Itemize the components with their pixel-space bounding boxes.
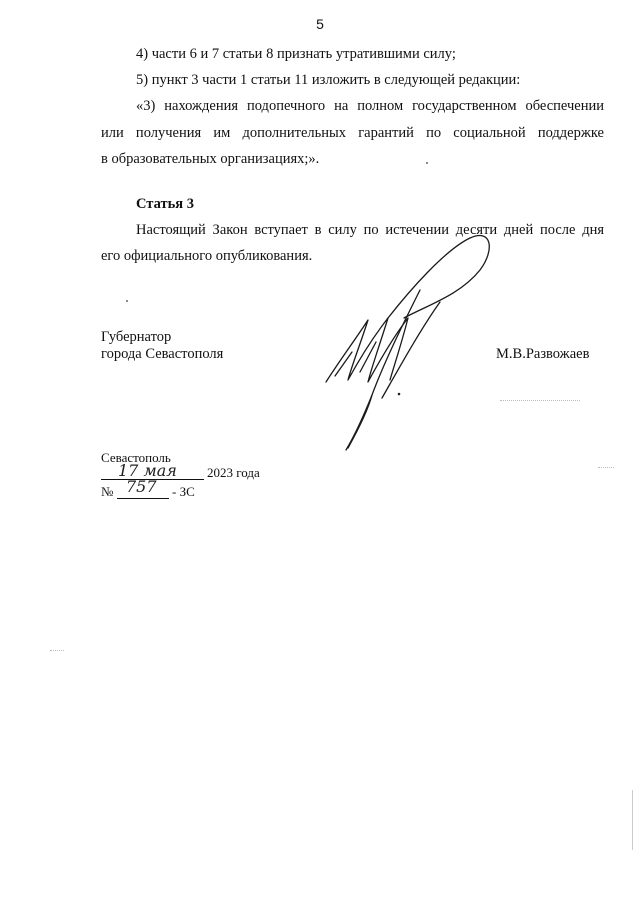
item-5: 5) пункт 3 части 1 статьи 11 изложить в следующей редакции: <box>136 72 521 88</box>
governor-name: М.В.Развожаев <box>496 346 590 362</box>
article-3-line-1: Настоящий Закон вступает в силу по истечении десяти дней после дня <box>136 222 604 238</box>
quote-line-2: или получения им дополнительных гарантий по социальной поддержке <box>101 125 604 141</box>
article-3-heading: Статья 3 <box>136 196 194 212</box>
number-prefix: № <box>101 484 114 499</box>
scan-artifact <box>50 650 64 651</box>
city-label: Севастополь <box>101 450 171 465</box>
scan-speck <box>126 300 128 302</box>
scan-artifact <box>598 467 614 468</box>
quote-line-3: в образовательных организациях;». <box>101 151 320 167</box>
number-suffix: - ЗС <box>172 484 195 499</box>
scan-edge-line <box>632 790 633 850</box>
governor-title-line-2: города Севастополя <box>101 346 224 362</box>
governor-title-line-1: Губернатор <box>101 329 172 345</box>
item-4: 4) части 6 и 7 статьи 8 признать утратившими силу; <box>136 46 456 62</box>
page-number: 5 <box>316 16 324 32</box>
date-year: 2023 года <box>207 465 260 480</box>
date-handwritten: 17 мая <box>118 461 177 480</box>
scan-artifact <box>500 400 580 401</box>
number-handwritten: 757 <box>126 477 157 496</box>
article-3-line-2: его официального опубликования. <box>101 248 313 264</box>
number-underline <box>117 498 169 499</box>
scan-speck <box>426 162 428 164</box>
quote-line-1: «3) нахождения подопечного на полном государственном обеспечении <box>136 98 604 114</box>
